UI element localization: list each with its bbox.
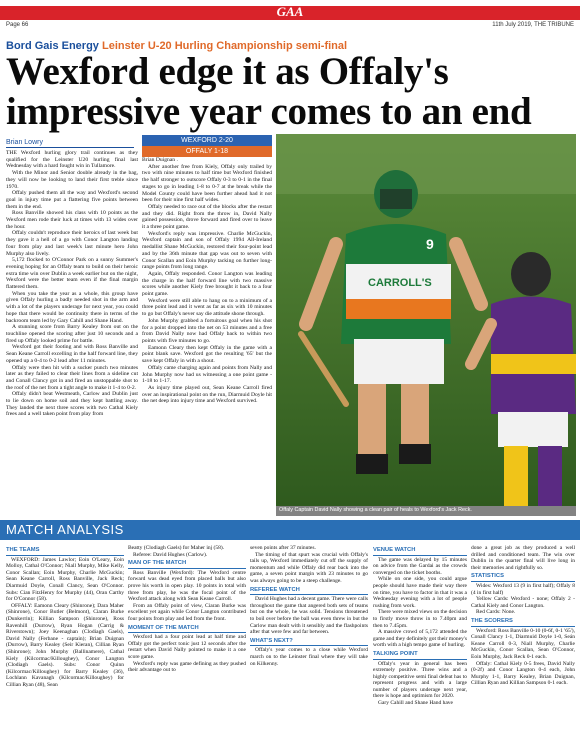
heading-rule [250, 594, 368, 595]
byline-rule [6, 147, 134, 148]
jersey-number: 9 [426, 236, 434, 252]
jersey-sponsor: CARROLL'S [368, 277, 432, 289]
heading-rule [373, 555, 467, 556]
article-paragraph: Wexford's reply was impressive. Charlie McGuckin, Wexford captain and son of Offaly 1994 All-Ireland medallist Shane McGuckin, restored their four-point lead and by the 36th minute that gap was out to seven with Conor Scallan and Eoin Murphy tacking on further long-range points from long range. [142, 230, 272, 271]
the-teams-heading: THE TEAMS [6, 547, 40, 553]
article-paragraph: Offaly pushed them all the way and Wexford's second goal in injury time put a flattering five points between them in the end. [6, 190, 138, 210]
article-paragraph: Wexford were still able to hang on to a minimum of a three point lead and it went as far as six with 10 minutes to go but Offaly's never say die attitude shone through. [142, 297, 272, 318]
article-paragraph: Offaly couldn't reproduce their heroics of last week but they gave it a hell of a go with Conor Langton landing four from play and last week's last minute hero John Murphy also lively. [6, 230, 138, 257]
article-paragraph: THE Wexford hurling glory trail continues as they qualified for the Leinster U20 hurling final last Wednesday with a hard fought win in Tullamore. [6, 150, 138, 170]
score-box [142, 135, 272, 157]
offaly-team: OFFALY: Eamonn Cleary (Shinrone); Dara Maher (Shinrone), Conor Butler (Belmont), Ciaran Burke (Dunkerrin); Killian Sampson (Shinrone), Ross Ravenhill (Durrow), Ryan Hogan (Carrig & Riverstown); Joey Keenaghan (Clodiagh Gaels), David Nally (Ferbane - captain); Brian Duignan (Durrow), Barry Kealey (Seir Kieran), Cillian Ryan (Shinrone); John Murphy (Ballinamere), Cathal Kiely (Kilcormac/Killoughey), Conor Langton (Clodiagh Gaels). Subs: Conor Quinn (Kilcormac/Killoughey) for Barry Kealey (36), Lochlann Kavanagh (Kilcormac/Killoughey) for Cillian Ryan (48), Sean [6, 602, 124, 688]
article-paragraph: With the Minor and Senior double already in the bag, they will now be looking to land their first treble since 1970. [6, 170, 138, 190]
moment-text: Wexford had a four point lead at half time and Offaly got the perfect tonic just 12 seconds after the restart when David Nally pointed to make it a one score game. [128, 634, 246, 660]
stats-red: Red Cards: None. [476, 609, 516, 616]
score-wexford: WEXFORD 2-20 [142, 135, 272, 146]
article-paragraph: Offaly were then hit with a sucker punch two minutes later as they failed to clear their lines from a sideline cut and Conall Clancy got in and fired an unstoppable shot to the roof of the net from a tight angle to make it 1-4 to 0-2. [6, 364, 138, 391]
whats-next-text: Offaly's year comes to a close while Wexford march on to the Leinster final where they will take on Kilkenny. [250, 647, 368, 667]
kicker-competition: Leinster U-20 Hurling Championship semi-final [101, 40, 348, 52]
headline: Wexford edge it as Offaly's impressive year comes to an end [6, 50, 532, 133]
article-paragraph: After another free from Kiely, Offaly only trailed by two with nine minutes to half time but Wexford finished the half stronger to outscore Offaly 0-3 to 0-1 in the final stages to go in leading 1-8 to 0-7 at the break while the Model County could have been further ahead had it not been for their nine first half wides. [142, 163, 272, 204]
col5-top: done a great job as they produced a well drilled and conditioned team. The win over Dublin in the quarter final will live long in their memories and rightfully so. [471, 545, 575, 571]
heading-rule [128, 632, 246, 633]
venue-text-3: There were mixed views on the decision to firstly move throw in to 7.40pm and then to 7.45pm. [373, 609, 467, 629]
article-paragraph: Brian Duignan . [142, 157, 178, 163]
venue-text-2: While on one side, you could argue people should have made their way there on time, you have to factor in that it was a Wednesday evening with a lot of people rushing from work. [373, 576, 467, 609]
venue-watch-heading: VENUE WATCH [373, 547, 416, 553]
col3-paragraph: The timing of that spurt was crucial with Offaly's tails up, Wexford immediately cut off the supply of momentum and while Offaly did rear back into the game, a seven point margin with 23 minutes to go was always going to be a steep challenge. [250, 551, 368, 584]
analysis-column-4 [373, 545, 467, 733]
col3-top: seven points after 37 minutes. [250, 545, 316, 551]
moment-text-2: Wexford's reply was game defining as they pushed their advantage out to [128, 660, 246, 674]
article-column-1 [6, 150, 138, 502]
heading-rule [6, 555, 124, 556]
match-photo [276, 134, 576, 506]
venue-text-4: A massive crowd of 5,172 attended the game and they definitely got their money's worth with a high tempo game of hurling. [373, 629, 467, 649]
byline: Brian Lowry [6, 139, 43, 146]
article-paragraph: John Murphy grabbed a fortuitous goal when his shot for a point dropped into the net on 53 minutes and a free from David Nally now had Offaly back to within two points with five minutes to go. [142, 317, 272, 344]
article-paragraph: Offaly didn't beat Westmeath, Carlow and Dublin just to lie down on home soil and they kept battling away. They landed the next three scores with two Cathal Kiely frees and a well taken point from play from [6, 391, 138, 418]
score-offaly: OFFALY 1-18 [142, 146, 272, 157]
article-paragraph: Again, Offaly responded. Conor Langton was leading the charge in the half forward line with two massive scores while another Kiely free brought it back to a four point game. [142, 270, 272, 298]
man-of-match-text-2: From an Offaly point of view, Ciaran Burke was excellent yet again while Conor Langton contributed four points from play and led from the front. [128, 602, 246, 622]
stats-yellow: Yellow Cards: Wexford - none; Offaly 2 - Cathal Kiely and Conor Langton. [471, 596, 575, 609]
article-paragraph: Offaly came charging again and points from Nally and John Murphy now had us witnessing a one point game - 1-18 to 1-17. [142, 364, 272, 385]
analysis-column-5 [471, 545, 575, 733]
article-paragraph: Wexford got their footing and with Ross Banville and Sean Keane Carroll excelling in the half forward line, they opened up a 0-4 to 0-2 lead after 11 minutes. [6, 344, 138, 364]
match-analysis-bar [0, 520, 580, 540]
talking-point-text-2: Gary Cahill and Shane Hand have [378, 700, 453, 707]
talking-point-text: Offaly's year in general has been extremely positive. Three wins and a highly competitive semi final defeat has to represent progress and with a large number of players underage next year, there is hope and optimism for 2020. [373, 660, 467, 700]
article-column-2 [142, 157, 272, 502]
venue-text: The game was delayed by 15 minutes on advice from the Gardai as the crowds converged on the ticket booths. [373, 556, 467, 576]
referee-line: Referee: David Hughes (Carlow). [133, 551, 208, 558]
page-number: Page 66 [6, 22, 29, 28]
man-of-match-text: Ross Banville (Wexford): The Wexford centre forward was dead eyed from placed balls but also prove his worth in open play. 10 points in total with three from play, he was the focal point of the Wexford attack along with Sean Keane Carroll. [128, 569, 246, 603]
wexford-team: WEXFORD: James Lawlor; Eoin O'Leary, Eoin Molloy, Cathal O'Connor; Niall Murphy, Mike Kelly, Conor Scallan; Eoin Murphy, Charlie McGuckin; Sean Keane Carroll, Ross Banville, Jack Reck; Diarmuid Doyle, Conall Clancy, Sean O'Connor. Subs: Cian FitzHenry for Murphy (44), Oran Carthy for O'Connor (58). [6, 556, 124, 603]
statistics-heading: STATISTICS [471, 573, 504, 580]
hurling-photo-illustration [276, 134, 576, 506]
referee-watch-text: David Hughes had a decent game. There were calls throughout the game that angered both sets of teams but on the whole, he was solid. Tensions threatened to boil over before the ball was even threw in but the Carlow man dealt with it sensibly and the flashpoints after that were few and far between. [250, 596, 368, 636]
article-paragraph: Eamonn Cleary then kept Offaly in the game with a point blank save. Wexford got the resulting '65' but the save kept Offaly in with a shout. [142, 344, 272, 365]
moment-heading: MOMENT OF THE MATCH [128, 624, 199, 631]
article-paragraph: As injury time played out, Sean Keane Carroll fired over an inspirational point on the run, Diarmuid Doyle hit the net deep into injury time and Wexford survived. [142, 384, 272, 405]
photo-caption: Offaly Captain David Nally showing a clean pair of heals to Wexford's Jack Reck. [276, 506, 576, 516]
heading-rule [471, 626, 575, 627]
article-paragraph: Offaly needed to race out of the blocks after the restart and they did. Right from the throw in, David Nally gained possession, drove forward and fired over to leave it a three point game. [142, 203, 272, 231]
kicker-sponsor: Bord Gais Energy [6, 40, 99, 52]
article-paragraph: A stunning score from Barry Kealey from out on the touchline opened the scoring after just 10 seconds and a fired up Offaly looked prime for battle. [6, 324, 138, 344]
heading-rule [128, 568, 246, 569]
section-header [0, 0, 580, 28]
article-paragraph: 5,172 flocked to O'Connor Park on a sunny Summer's evening hoping for an Offaly team to build on their heroic extra time win over Dublin a week earlier but on the night, Wexford were the better team even if the final margin flattered them. [6, 257, 138, 291]
section-label: GAA [276, 4, 304, 19]
article-paragraph: Ross Banville showed his class with 10 points as the Wexford men rode their luck at times with 13 wides over the hour. [6, 210, 138, 230]
subs-continued: Beatty (Clodiagh Gaels) for Maher inj (58). [128, 545, 225, 551]
talking-point-heading: TALKING POINT [373, 650, 418, 657]
scorers-offaly: Offaly: Cathal Kiely 0-5 frees, David Nally (0-2f) and Conor Langton 0-4 each, John Murphy 1-1, Barry Kealey, Brian Duignan, Cillian Ryan and Killian Sampson 0-1 each. [471, 660, 575, 687]
scorers-wexford: Wexford: Ross Banville 0-10 (0-6f, 0-1 '65'), Conall Clancy 1-1, Diarmuid Doyle 1-0, Seán Keane Carroll 0-3, Niall Murphy, Charlie McGuckin, Conor Scallan, Sean O'Connor, Eoin Murphy, Jack Reck 0-1 each. [471, 627, 575, 660]
match-analysis-title: MATCH ANALYSIS [6, 522, 124, 537]
stats-wides: Wides: Wexford 13 (9 in first half); Offaly 8 (4 in first half) [471, 582, 575, 596]
scorers-heading: THE SCORERS [471, 617, 513, 624]
issue-date: 11th July 2019, THE TRIBUNE [492, 22, 574, 28]
heading-rule [471, 581, 575, 582]
referee-watch-heading: REFEREE WATCH [250, 586, 300, 593]
analysis-column-3 [250, 545, 368, 733]
analysis-column-2 [128, 545, 246, 733]
analysis-column-1 [6, 545, 124, 733]
heading-rule [373, 659, 467, 660]
article-paragraph: When you take the year as a whole, this group have given Offaly hurling a badly needed shot in the arm and with a lot of the players underage for next year, you could hope that there would be continuity there in terms of the backroom team led by Gary Cahill and Shane Hand. [6, 290, 138, 324]
man-of-match-heading: MAN OF THE MATCH [128, 560, 187, 567]
whats-next-heading: WHAT'S NEXT? [250, 637, 293, 644]
